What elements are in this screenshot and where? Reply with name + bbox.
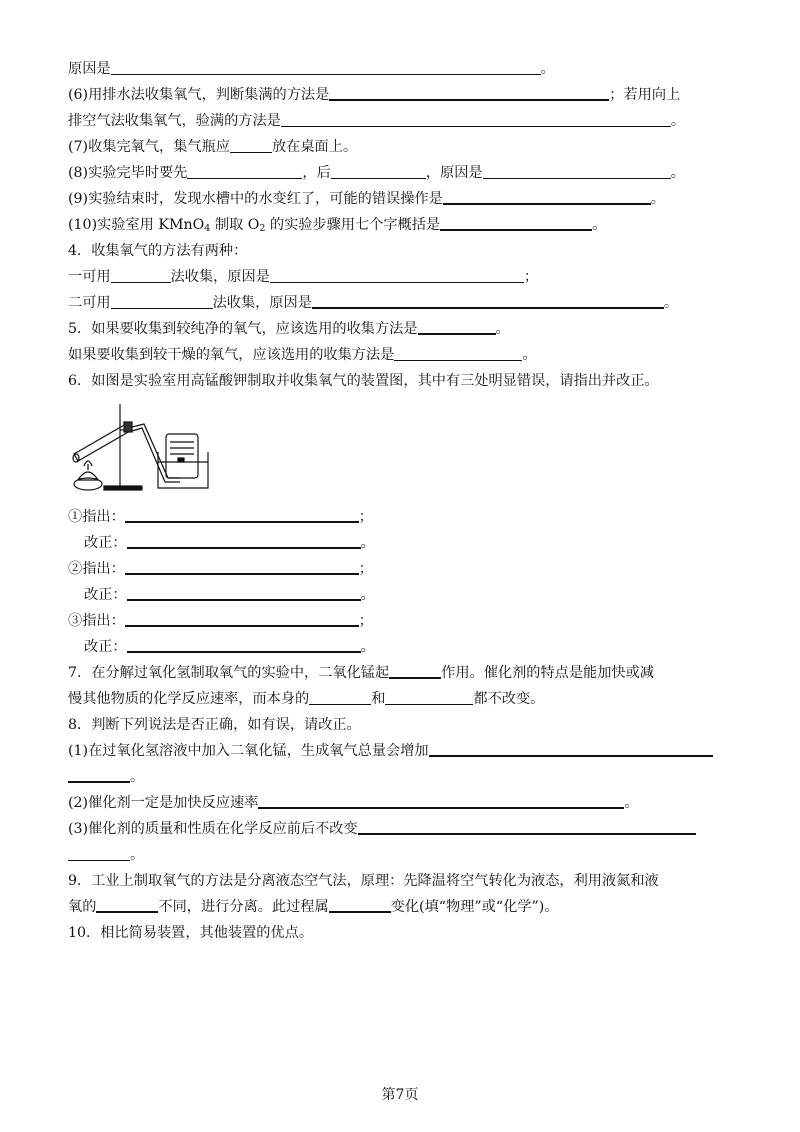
blank[interactable] [389,676,441,679]
blank[interactable] [281,125,671,127]
blank[interactable] [111,73,541,75]
oxygen-apparatus-figure [68,400,216,496]
line-20: 7．在分解过氧化氢制取氧气的实验中，二氧化锰起 作用。催化剂的特点是能加快或减 [68,665,654,681]
blank[interactable] [187,177,302,179]
blank[interactable] [418,332,496,335]
blank[interactable] [111,281,171,283]
blank[interactable] [331,177,426,179]
blank[interactable] [127,546,361,549]
q6-point-out-2: ②指出： ； [68,561,373,577]
blank[interactable] [329,98,609,101]
line-30: 10．相比简易装置，其他装置的优点。 [68,925,314,941]
line-23: (1)在过氧化氢溶液中加入二氧化锰，生成氧气总量会增加 [68,744,713,758]
line-5: (8)实验完毕时要先 ，后 ，原因是 。 [68,165,685,181]
blank[interactable] [385,703,473,705]
line-7: (10)实验室用 KMnO$_4$ 制取 $O_2$ 的实验步骤用七个字概括是 。 [68,217,607,234]
blank[interactable] [358,832,696,835]
blank[interactable] [440,228,592,231]
blank[interactable] [125,572,359,575]
blank[interactable] [429,754,713,757]
blank[interactable] [258,806,624,809]
page-number: 第7页 [381,1087,419,1103]
blank[interactable] [68,859,130,861]
line-22: 8．判断下列说法是否正确，如有误，请改正。 [68,717,361,733]
line-11: 5．如果要收集到较纯净的氧气，应该选用的收集方法是 。 [68,321,510,337]
q6-correct-3: 改正： 。 [84,639,375,655]
blank[interactable] [127,598,361,601]
blank[interactable] [329,910,391,913]
line-2: (6)用排水法收集氧气，判断集满的方法是 ；若用向上 [68,87,681,103]
blank[interactable] [309,703,371,705]
line-26: (3)催化剂的质量和性质在化学反应前后不改变 [68,822,696,836]
line-24: 。 [68,770,144,784]
blank[interactable] [443,202,651,205]
line-8: 4．收集氧气的方法有两种： [68,243,248,259]
line-1: 原因是 。 [68,61,555,77]
blank[interactable] [125,520,359,523]
line-21: 慢其他物质的化学反应速率，而本身的 和 都不改变。 [68,691,545,707]
line-10: 二可用 法收集，原因是 。 [68,295,679,311]
blank[interactable] [270,281,524,283]
line-6: (9)实验结束时，发现水槽中的水变红了，可能的错误操作是 。 [68,191,665,207]
blank[interactable] [394,359,522,361]
blank[interactable] [68,780,130,783]
q6-correct-2: 改正： 。 [84,587,375,603]
line-28: 9．工业上制取氧气的方法是分离液态空气法，原理：先降温将空气转化为液态，利用液氮和液 [68,873,659,889]
blank[interactable] [230,151,272,153]
line-3: 排空气法收集氧气，验满的方法是 。 [68,113,686,129]
line-13: 6．如图是实验室用高锰酸钾制取并收集氧气的装置图，其中有三处明显错误，请指出并改正。 [68,373,659,389]
blank[interactable] [127,650,361,653]
line-9: 一可用 法收集，原因是 ； [68,269,539,285]
line-29: 氧的 不同，进行分离。此过程属 变化(填“物理”或“化学”)。 [68,899,559,915]
line-27: 。 [68,848,144,862]
line-25: (2)催化剂一定是加快反应速率 。 [68,795,639,811]
q6-point-out-1: ①指出： ； [68,509,373,525]
blank[interactable] [96,910,158,913]
blank[interactable] [483,177,671,179]
blank[interactable] [312,306,664,309]
blank[interactable] [125,624,359,627]
q6-correct-1: 改正： 。 [84,535,375,551]
blank[interactable] [111,307,213,309]
q6-point-out-3: ③指出： ； [68,613,373,629]
line-12: 如果要收集到较干燥的氧气，应该选用的收集方法是 。 [68,347,537,363]
line-4: (7)收集完氧气，集气瓶应 放在桌面上。 [68,139,358,155]
